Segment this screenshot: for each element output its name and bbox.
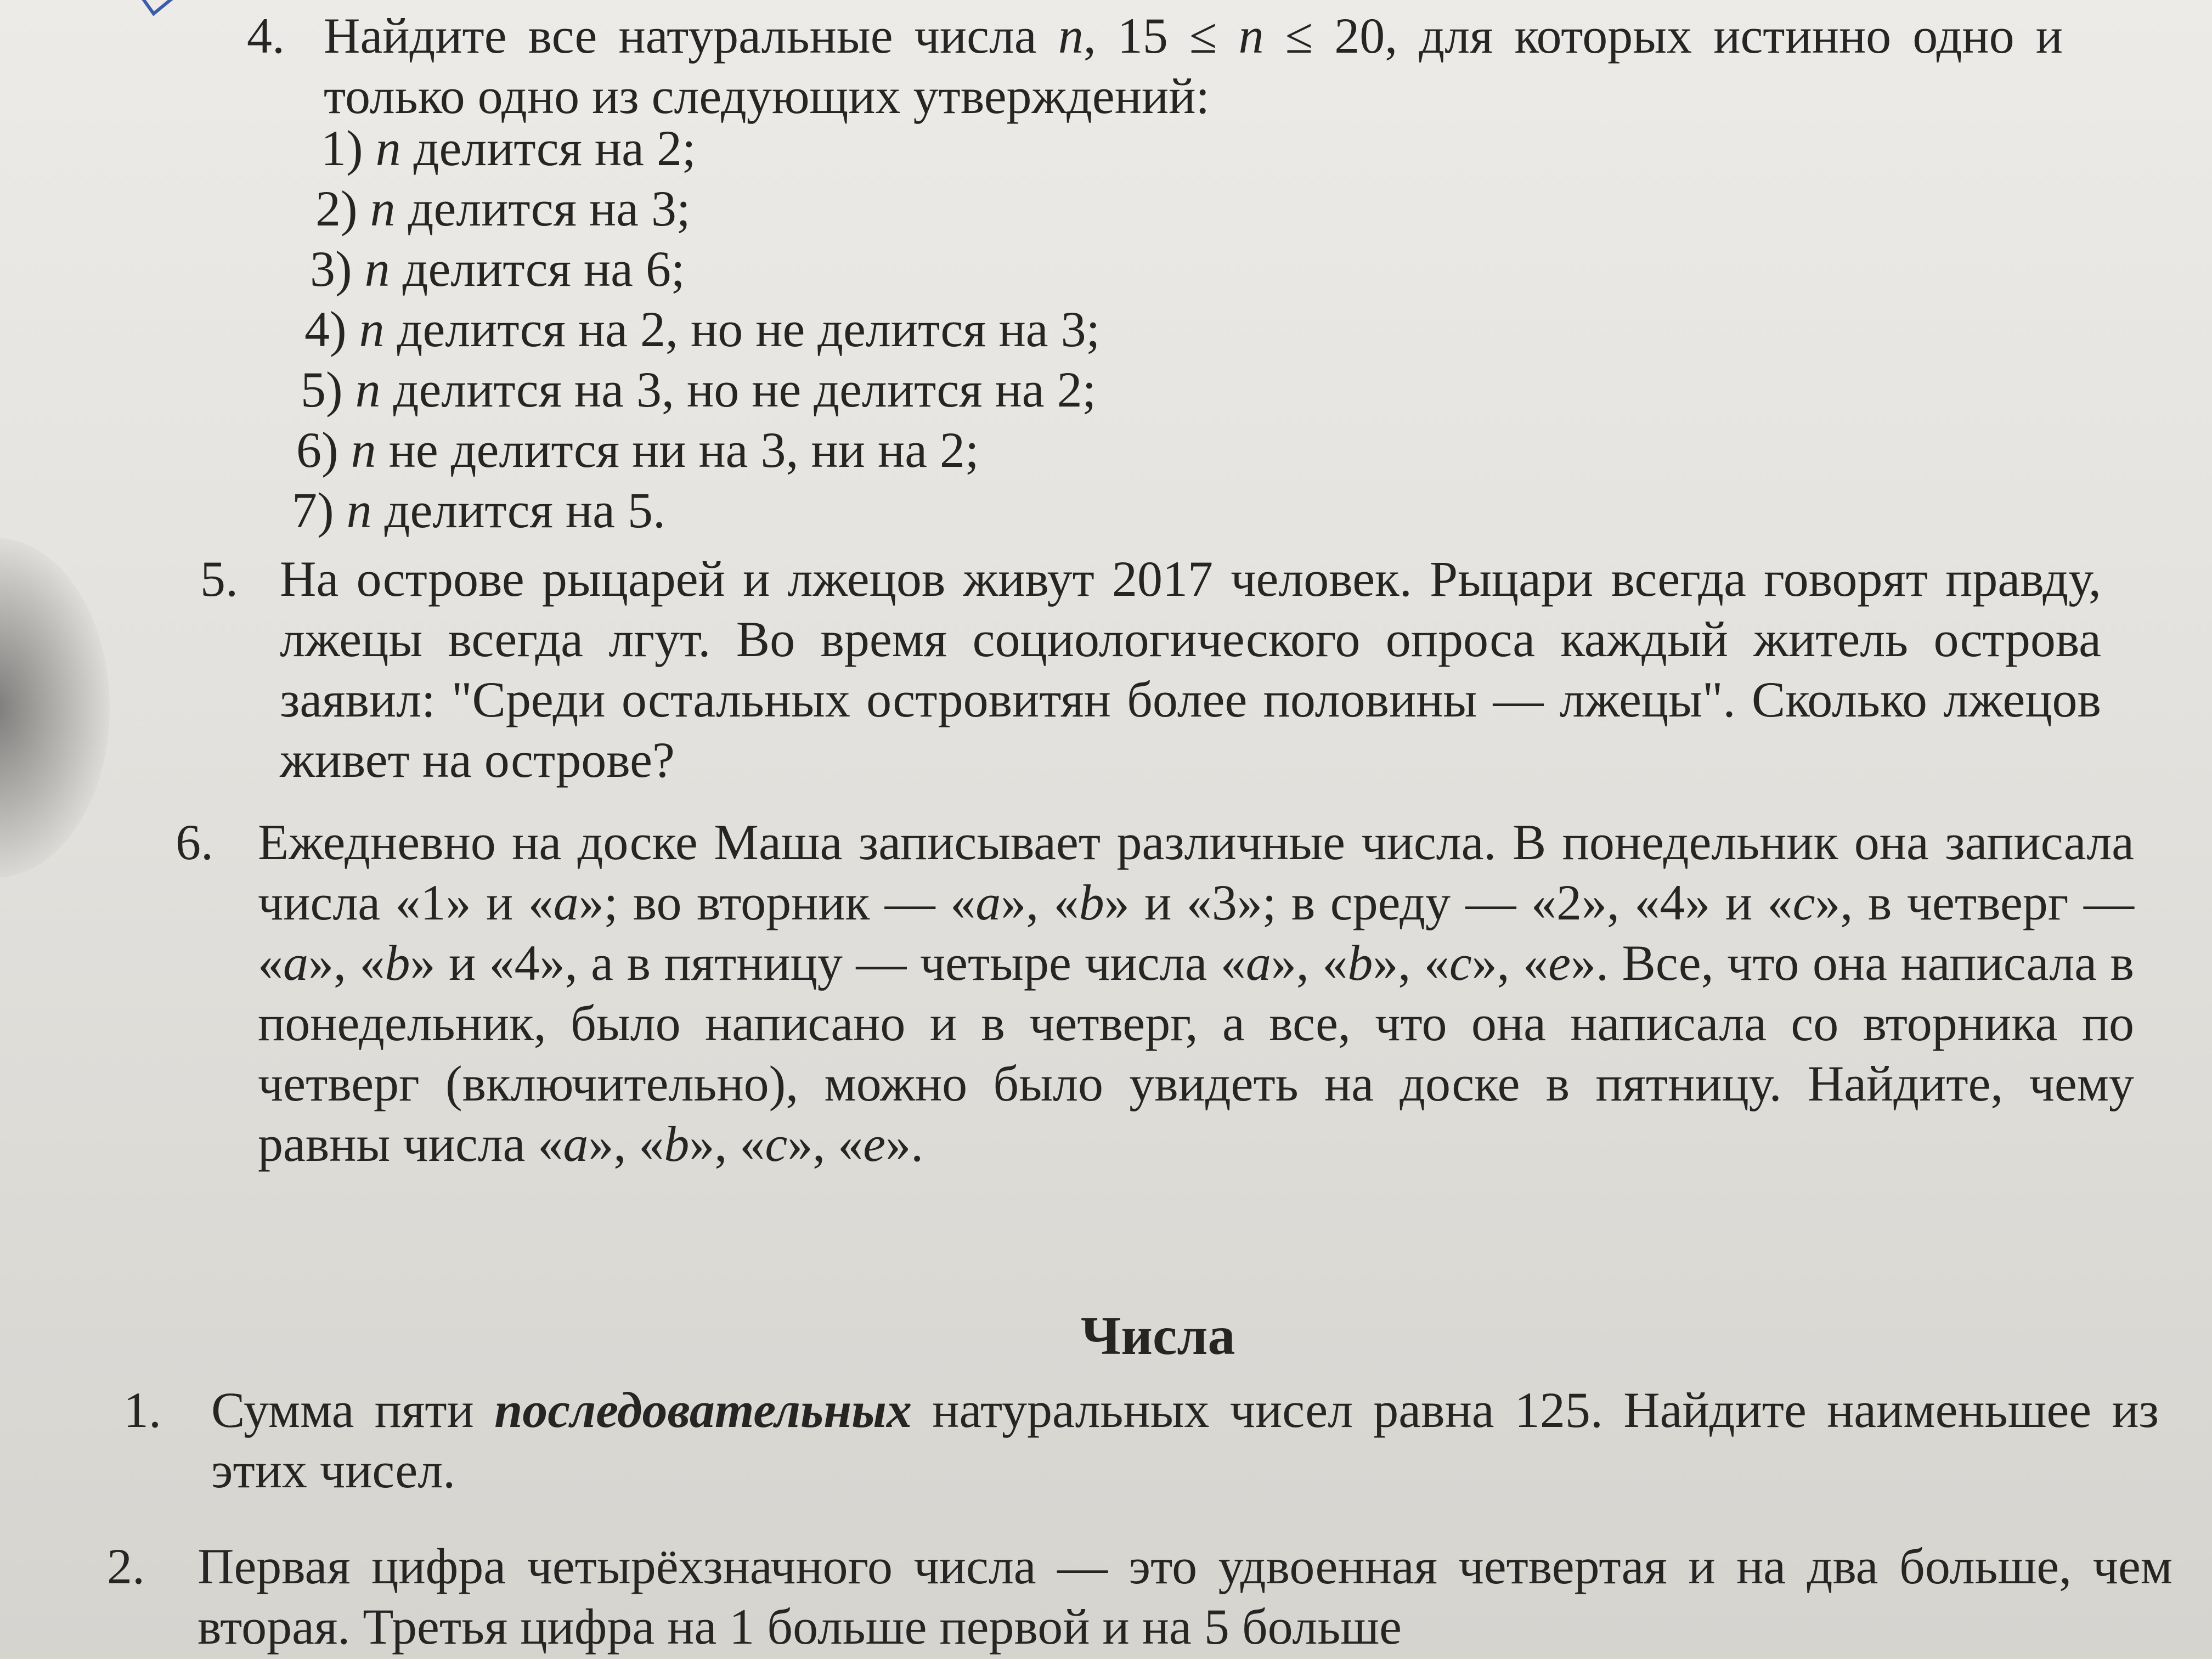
statement-1 <box>321 118 696 178</box>
statement-text: делится на 2, но не делится на 3; <box>384 301 1101 357</box>
problem-6-text-part: » и «4», а в пятницу — четыре числа « <box>410 935 1246 991</box>
var-n: n <box>355 362 381 417</box>
problem-6-text-part: ». <box>885 1116 924 1172</box>
statement-4 <box>304 299 1100 359</box>
problem-6-text-part: ». Все, что она написала в понедельник, было написано и в четверг, а все, что она написала со вторника по четверг (включительно), можно было увидеть на доске в пятницу. Найдите, чему равны числа « <box>258 935 2134 1172</box>
statement-5 <box>301 359 1096 420</box>
emphasized-word: последовательных <box>494 1382 912 1438</box>
statement-7 <box>292 480 665 540</box>
problem-4-intro-b: , 15 ≤ <box>1083 8 1239 64</box>
var-n: n <box>375 120 401 176</box>
var-c: c <box>765 1116 788 1172</box>
var-n: n <box>351 422 376 478</box>
section-problem-2-text: Первая цифра четырёхзначного числа — это удвоенная четвертая и на два больше, чем вторая. Третья цифра на 1 больше первой и на 5 больше <box>198 1538 2172 1655</box>
problem-6-text-part: »; во вторник — « <box>578 874 976 930</box>
statement-number: 6) <box>296 422 338 478</box>
section-problem-1-number: 1. <box>123 1382 161 1438</box>
problem-4-text <box>324 5 2063 126</box>
var-b: b <box>385 935 410 991</box>
problem-6-text-part: », « <box>787 1116 864 1172</box>
section-problem-1-part: натуральных чисел равна 125. Найдите наименьшее из этих чисел. <box>211 1382 2159 1498</box>
var-c: c <box>1792 874 1815 930</box>
var-b: b <box>664 1116 690 1172</box>
section-problem-1-text <box>211 1380 2159 1500</box>
problem-6-text-part: », « <box>588 1116 664 1172</box>
var-b: b <box>1079 874 1104 930</box>
problem-6-text-part: » и «3»; в среду — «2», «4» и « <box>1104 874 1793 930</box>
var-n: n <box>1058 8 1084 64</box>
var-n: n <box>364 241 390 297</box>
var-a: a <box>1245 935 1271 991</box>
statement-text: делится на 6; <box>390 241 685 297</box>
statement-number: 7) <box>292 482 334 538</box>
statement-number: 2) <box>315 180 358 236</box>
problem-6-text-part: », в четверг — « <box>258 874 2135 991</box>
problem-5-text: На острове рыцарей и лжецов живут 2017 человек. Рыцари всегда говорят правду, лжецы всегда лгут. Во время социологического опроса каждый житель острова заявил: "Среди остальных островитян более половины — лжецы". Сколько лжецов живет на острове? <box>280 551 2101 788</box>
var-a: a <box>283 935 308 991</box>
var-b: b <box>1347 935 1373 991</box>
problem-6-text-part: », « <box>1471 935 1549 991</box>
statement-text: не делится ни на 3, ни на 2; <box>376 422 979 478</box>
section-problem-2-number: 2. <box>107 1538 145 1594</box>
var-a: a <box>563 1116 589 1172</box>
problem-4-intro-c: ≤ 20, для которых истинно одно и только одно из следующих утверждений: <box>324 8 2063 124</box>
statement-text: делится на 3; <box>395 180 691 236</box>
statement-text: делится на 5. <box>371 482 665 538</box>
statement-number: 3) <box>310 241 352 297</box>
problem-6-text-part: », « <box>689 1116 765 1172</box>
statement-3 <box>310 239 685 299</box>
var-n: n <box>370 180 396 236</box>
statement-number: 1) <box>321 120 363 176</box>
statement-number: 5) <box>301 362 343 417</box>
problem-6-number: 6. <box>176 814 213 870</box>
problem-6-text-part: », « <box>1001 874 1079 930</box>
var-c: c <box>1449 935 1472 991</box>
var-e: e <box>1548 935 1571 991</box>
problem-6-text-part: », « <box>308 935 385 991</box>
var-a: a <box>553 874 579 930</box>
var-n: n <box>1238 8 1264 64</box>
section-heading: Числа <box>1081 1305 1235 1366</box>
problem-6-text-part: », « <box>1271 935 1348 991</box>
statement-number: 4) <box>304 301 347 357</box>
problem-5-number: 5. <box>200 551 238 607</box>
section-problem-1-part: Сумма пяти <box>211 1382 495 1438</box>
statement-2 <box>315 178 691 239</box>
problem-6-text-part: Ежедневно на доске Маша записывает различные числа. В понедельник она записала числа «1» и « <box>258 814 2134 930</box>
problem-4-intro-a: Найдите все натуральные числа <box>324 8 1058 64</box>
var-e: e <box>863 1116 886 1172</box>
statement-text: делится на 2; <box>400 120 696 176</box>
statement-6 <box>296 420 979 480</box>
problem-4-number: 4. <box>247 8 285 64</box>
statement-text: делится на 3, но не делится на 2; <box>380 362 1097 417</box>
var-a: a <box>975 874 1001 930</box>
var-n: n <box>359 301 385 357</box>
problem-6-text <box>258 812 2134 1174</box>
var-n: n <box>346 482 372 538</box>
problem-6-text-part: », « <box>1373 935 1449 991</box>
